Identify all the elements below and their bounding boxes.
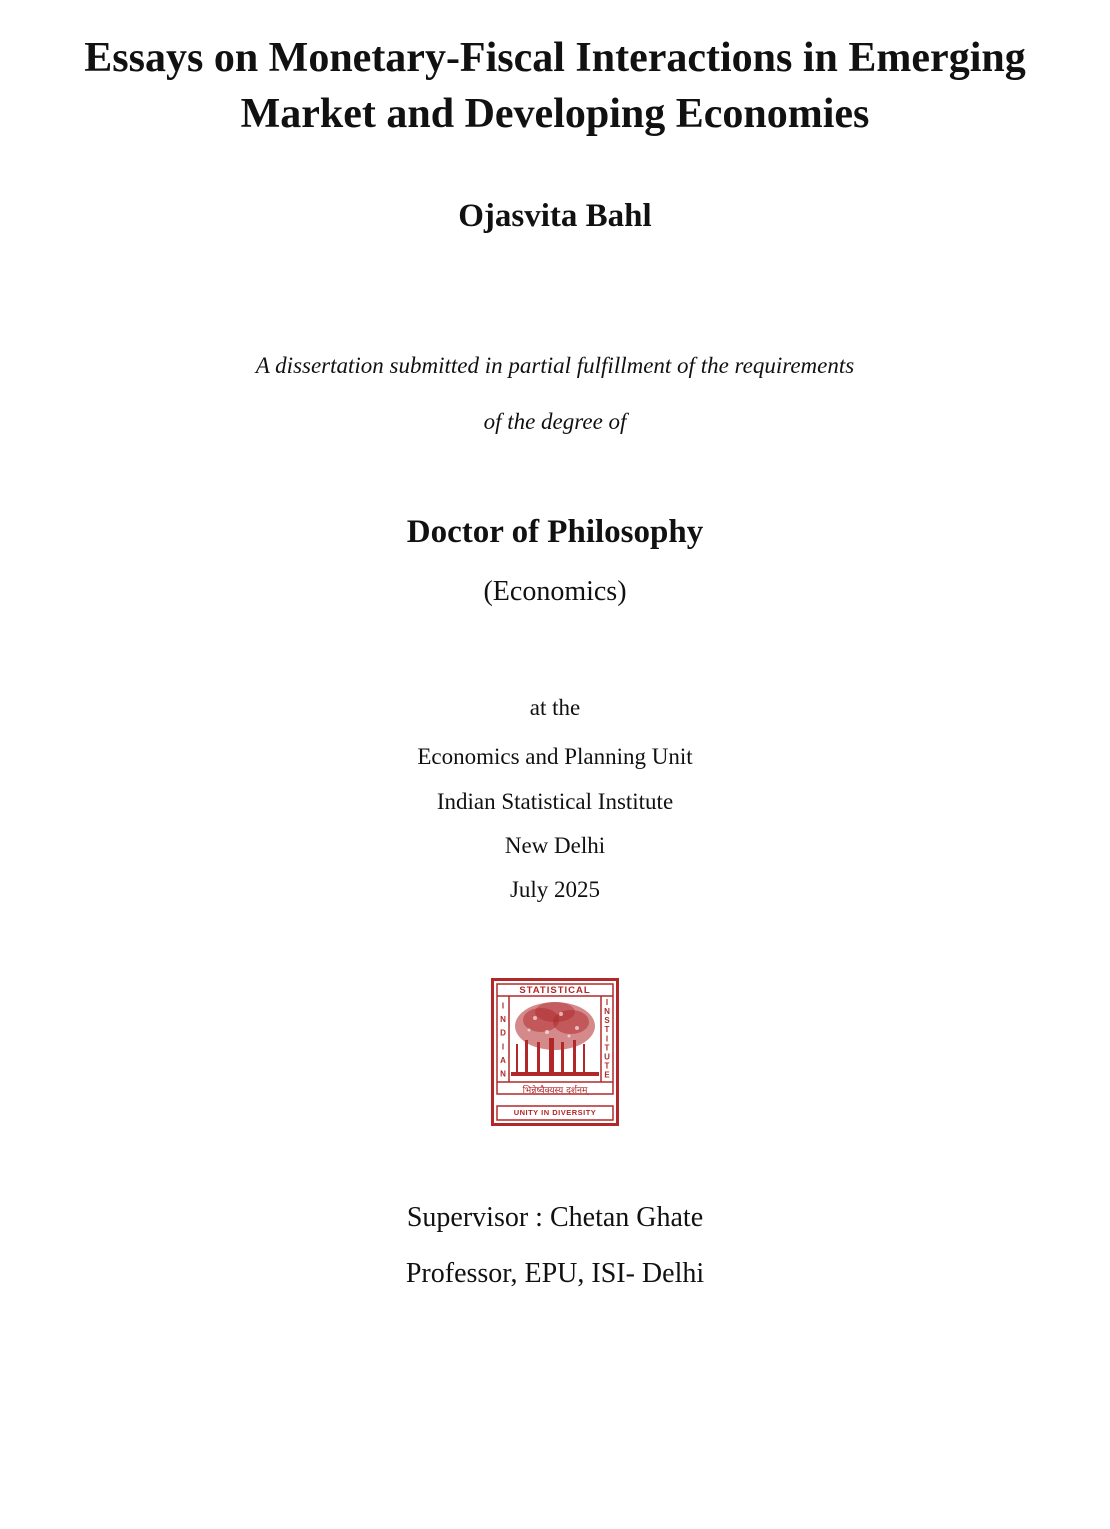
supervisor-affiliation: Professor, EPU, ISI- Delhi [405, 1258, 705, 1289]
seal-top-text: STATISTICAL [519, 985, 591, 996]
seal-left-letter: I [501, 1042, 505, 1052]
seal-motto-text: UNITY IN DIVERSITY [513, 1108, 597, 1117]
seal-right-letter: T [604, 1025, 610, 1035]
seal-left-letter: N [500, 1069, 506, 1079]
isi-seal-logo [491, 978, 619, 1126]
thesis-title-line-2: Market and Developing Economies [240, 91, 870, 137]
seal-right-letter: E [604, 1070, 610, 1080]
degree-field: (Economics) [483, 576, 627, 607]
seal-right-letter: T [604, 1043, 610, 1053]
seal-left-letter: N [500, 1014, 506, 1024]
degree-name: Doctor of Philosophy [406, 514, 704, 550]
seal-right-letter: N [604, 1006, 610, 1016]
seal-right-letter: I [605, 997, 609, 1007]
seal-right-letter: U [604, 1052, 610, 1062]
seal-left-letter: I [501, 1001, 505, 1011]
institute-name: Indian Statistical Institute [436, 789, 674, 814]
thesis-title-line-1: Essays on Monetary-Fiscal Interactions in Emerging [84, 35, 1026, 81]
submission-degree-of: of the degree of [483, 409, 627, 434]
seal-right-letter: I [605, 1034, 609, 1044]
seal-right-letter: T [604, 1061, 610, 1071]
submission-statement: A dissertation submitted in partial fulfillment of the requirements [255, 353, 855, 378]
seal-right-letter: S [604, 1016, 610, 1026]
supervisor-line: Supervisor : Chetan Ghate [406, 1202, 704, 1233]
seal-left-letter: D [500, 1028, 506, 1038]
submission-date: July 2025 [509, 877, 601, 902]
unit-name: Economics and Planning Unit [417, 744, 693, 769]
author-name: Ojasvita Bahl [458, 198, 652, 234]
at-the: at the [529, 695, 581, 720]
seal-hindi-text: भिन्नेष्वैक्यस्य दर्शनम् [522, 1086, 588, 1096]
city-name: New Delhi [504, 833, 606, 858]
seal-left-letter: A [500, 1055, 506, 1065]
